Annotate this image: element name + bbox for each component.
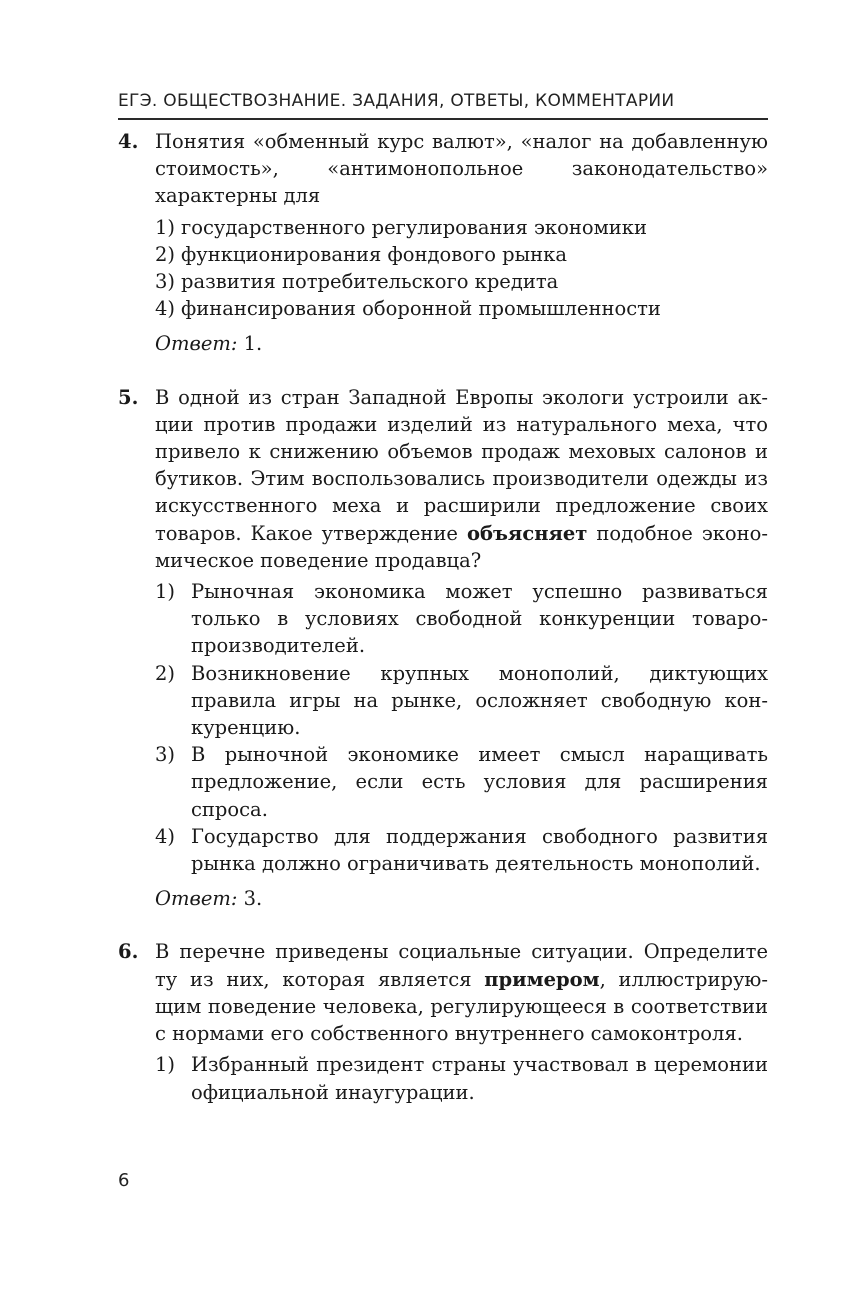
option-text: Государство для поддержания свободного развития рынка должно ограничивать деятельность монополий. — [191, 824, 768, 876]
option-number: 1) — [155, 580, 176, 604]
option-text: В рыночной экономике имеет смысл наращивать предложение, если есть условия для расширения спроса. — [191, 743, 768, 821]
option-text: Возникновение крупных монополий, диктующих правила игры на рынке, осложняет свободную конкуренцию. — [191, 661, 768, 740]
question-4 — [118, 128, 768, 358]
option-number: 1) — [155, 215, 176, 239]
option-text: развития потребительского кредита — [181, 270, 559, 294]
page-number: 6 — [118, 1170, 130, 1191]
option-number: 3) — [155, 743, 176, 767]
option-number: 3) — [155, 270, 176, 294]
option-item — [155, 241, 768, 268]
answer-value: 3. — [243, 887, 263, 911]
option-number: 4) — [155, 824, 176, 848]
header-title: ЕГЭ. ОБЩЕСТВОЗНАНИЕ. ЗАДАНИЯ, ОТВЕТЫ, КОММЕНТАРИИ — [118, 91, 675, 111]
question-text-part: В перечне приведены социальные ситуации. Определите ту из них, которая является — [155, 940, 768, 991]
option-item — [155, 268, 768, 295]
option-item — [155, 660, 768, 742]
answer-line — [155, 330, 768, 357]
option-number: 4) — [155, 297, 176, 321]
option-item — [155, 214, 768, 241]
option-text: Избранный президент страны участвовал в церемонии официальной инаугурации. — [191, 1053, 768, 1104]
answer-label: Ответ: — [155, 332, 238, 356]
answer-line — [155, 885, 768, 912]
question-6 — [118, 938, 768, 1105]
question-text-part: подобное экономическое поведение продавца? — [155, 521, 768, 572]
question-text — [155, 938, 768, 1047]
option-text: государственного регулирования экономики — [181, 215, 647, 239]
option-item — [155, 823, 768, 877]
question-keyword: объясняет — [466, 521, 588, 545]
question-text-part: В одной из стран Западной Европы экологи устроили акции против продажи изделий из натурального меха, что привело к снижению объемов продаж меховых салонов и бутиков. Этим воспользовались производители одежды из искусственного меха и расширили предложение своих товаров. Какое утверждение — [155, 385, 768, 545]
question-number: 4. — [118, 130, 139, 153]
running-header — [118, 88, 768, 120]
answer-label: Ответ: — [155, 887, 238, 911]
options-list — [155, 1051, 768, 1105]
option-number: 2) — [155, 242, 176, 266]
options-list — [155, 214, 768, 323]
answer-value: 1. — [243, 332, 263, 356]
option-item — [155, 295, 768, 322]
option-text: функционирования фондового рынка — [181, 242, 567, 266]
option-number: 1) — [155, 1053, 176, 1077]
page-content — [118, 128, 768, 1106]
option-text: Рыночная экономика может успешно развиваться только в условиях свободной конкуренции товаропроизводителей. — [191, 580, 768, 658]
question-text: Понятия «обменный курс валют», «налог на добавленную стоимость», «антимонопольное законодательство» характерны для — [155, 130, 768, 208]
option-text: финансирования оборонной промышленности — [181, 297, 661, 321]
question-text — [155, 384, 768, 574]
question-text-part: , иллюстрирующим поведение человека, регулирующееся в соответствии с нормами его собственного внутреннего самоконтроля. — [155, 967, 768, 1046]
question-keyword: примером — [484, 967, 600, 991]
question-number: 6. — [118, 940, 139, 964]
question-number: 5. — [118, 385, 139, 409]
option-item — [155, 1051, 768, 1105]
option-number: 2) — [155, 661, 176, 685]
options-list — [155, 578, 768, 877]
option-item — [155, 741, 768, 823]
question-5 — [118, 384, 768, 913]
option-item — [155, 578, 768, 660]
